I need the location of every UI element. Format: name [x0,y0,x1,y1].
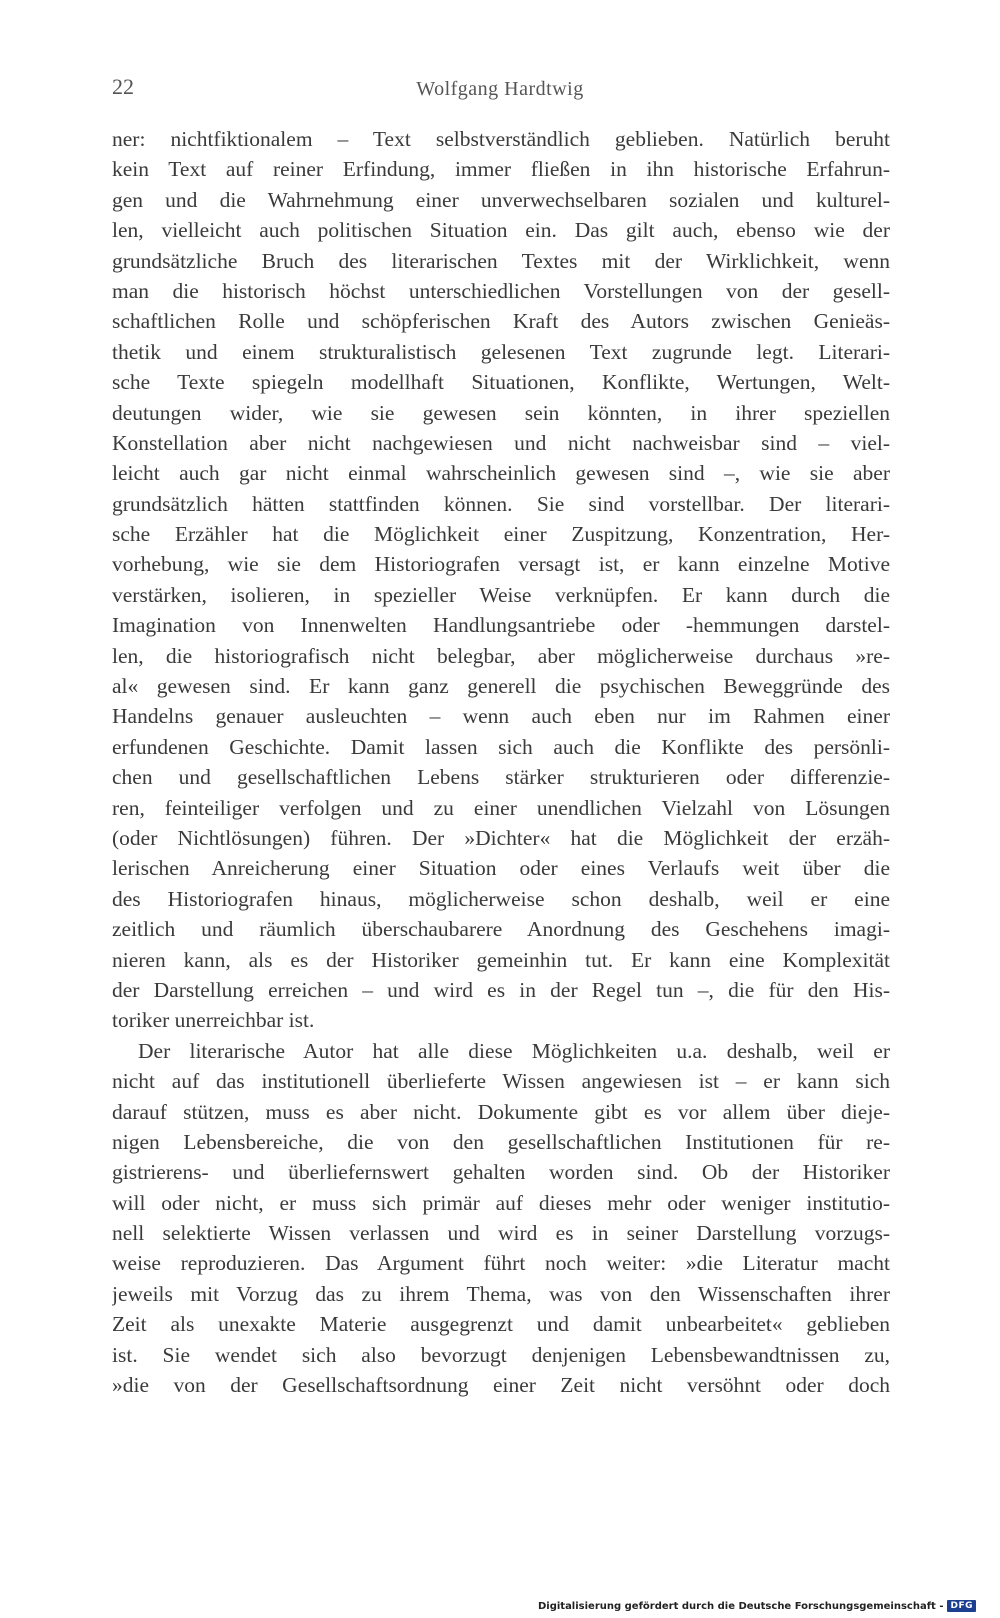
text-line: man die historisch höchst unterschiedlichen Vorstellungen von der gesell- [112,278,890,303]
text-line: len, vielleicht auch politischen Situation ein. Das gilt auch, ebenso wie der [112,218,890,243]
body-text [112,124,890,1400]
text-line: thetik und einem strukturalistisch gelesenen Text zugrunde legt. Literari- [112,339,890,364]
text-line: sche Texte spiegeln modellhaft Situationen, Konflikte, Wertungen, Welt- [112,370,890,395]
text-line: grundsätzlich hätten stattfinden können. Sie sind vorstellbar. Der literari- [112,491,890,516]
text-line: schaftlichen Rolle und schöpferischen Kraft des Autors zwischen Genieäs- [112,309,890,334]
text-line: will oder nicht, er muss sich primär auf dieses mehr oder weniger institutio- [112,1190,890,1215]
running-head: Wolfgang Hardtwig [416,78,584,100]
text-line: ner: nichtfiktionalem – Text selbstverständlich geblieben. Natürlich beruht [112,127,890,151]
text-line: Handelns genauer ausleuchten – wenn auch eben nur im Rahmen einer [112,704,890,729]
text-line: deutungen wider, wie sie gewesen sein könnten, in ihrer speziellen [112,400,890,425]
text-line: grundsätzliche Bruch des literarischen Textes mit der Wirklichkeit, wenn [112,248,890,273]
text-line: »die von der Gesellschaftsordnung einer Zeit nicht versöhnt oder doch [112,1373,890,1398]
text-line: lerischen Anreicherung einer Situation oder eines Verlaufs weit über die [112,856,890,881]
text-line: (oder Nichtlösungen) führen. Der »Dichter« hat die Möglichkeit der erzäh- [112,825,890,850]
text-line: erfundenen Geschichte. Damit lassen sich auch die Konflikte des persönli- [112,734,890,759]
text-line: zeitlich und räumlich überschaubarere Anordnung des Geschehens imagi- [112,917,890,942]
text-line: leicht auch gar nicht einmal wahrscheinlich gewesen sind –, wie sie aber [112,461,890,486]
text-line: des Historiografen hinaus, möglicherweise schon deshalb, weil er eine [112,886,890,911]
text-line-paragraph-start: Der literarische Autor hat alle diese Möglichkeiten u.a. deshalb, weil er [138,1038,890,1063]
text-line: gen und die Wahrnehmung einer unverwechselbaren sozialen und kulturel- [112,187,890,212]
text-line: Zeit als unexakte Materie ausgegrenzt und damit unbearbeitet« geblieben [112,1312,890,1337]
text-line: weise reproduzieren. Das Argument führt noch weiter: »die Literatur macht [112,1251,890,1276]
digitization-footer [538,1600,976,1612]
text-line: ren, feinteiliger verfolgen und zu einer unendlichen Vielzahl von Lösungen [112,795,890,820]
text-line: nigen Lebensbereiche, die von den gesellschaftlichen Institutionen für re- [112,1129,890,1154]
text-line: Konstellation aber nicht nachgewiesen und nicht nachweisbar sind – viel- [112,430,890,455]
text-line: jeweils mit Vorzug das zu ihrem Thema, was von den Wissenschaften ihrer [112,1281,890,1306]
text-line: Imagination von Innenwelten Handlungsantriebe oder -hemmungen darstel- [112,613,890,638]
text-line-paragraph-end: toriker unerreichbar ist. [112,1008,315,1033]
dfg-logo: DFG [947,1600,976,1612]
text-line: verstärken, isolieren, in spezieller Weise verknüpfen. Er kann durch die [112,582,890,607]
text-line: nicht auf das institutionell überlieferte Wissen angewiesen ist – er kann sich [112,1069,890,1094]
text-line: kein Text auf reiner Erfindung, immer fließen in ihn historische Erfahrun- [112,157,890,182]
text-line: al« gewesen sind. Er kann ganz generell die psychischen Beweggründe des [112,674,890,699]
footer-note: Digitalisierung gefördert durch die Deutsche Forschungsgemeinschaft - [537,1600,944,1612]
text-line: ist. Sie wendet sich also bevorzugt denjenigen Lebensbewandtnissen zu, [112,1342,890,1367]
text-line: len, die historiografisch nicht belegbar, aber möglicherweise durchaus »re- [112,643,890,668]
text-line: der Darstellung erreichen – und wird es in der Regel tun –, die für den His- [112,977,890,1002]
text-line: darauf stützen, muss es aber nicht. Dokumente gibt es vor allem über dieje- [112,1099,890,1124]
text-line: gistrierens- und überliefernswert gehalten worden sind. Ob der Historiker [112,1160,890,1185]
page-number: 22 [112,74,134,99]
text-line: chen und gesellschaftlichen Lebens stärker strukturieren oder differenzie- [112,765,890,790]
text-line: nell selektierte Wissen verlassen und wird es in seiner Darstellung vorzugs- [112,1221,890,1246]
text-line: vorhebung, wie sie dem Historiografen versagt ist, er kann einzelne Motive [112,552,890,577]
text-line: sche Erzähler hat die Möglichkeit einer Zuspitzung, Konzentration, Her- [112,522,890,547]
text-line: nieren kann, als es der Historiker gemeinhin tut. Er kann eine Komplexität [112,947,890,972]
